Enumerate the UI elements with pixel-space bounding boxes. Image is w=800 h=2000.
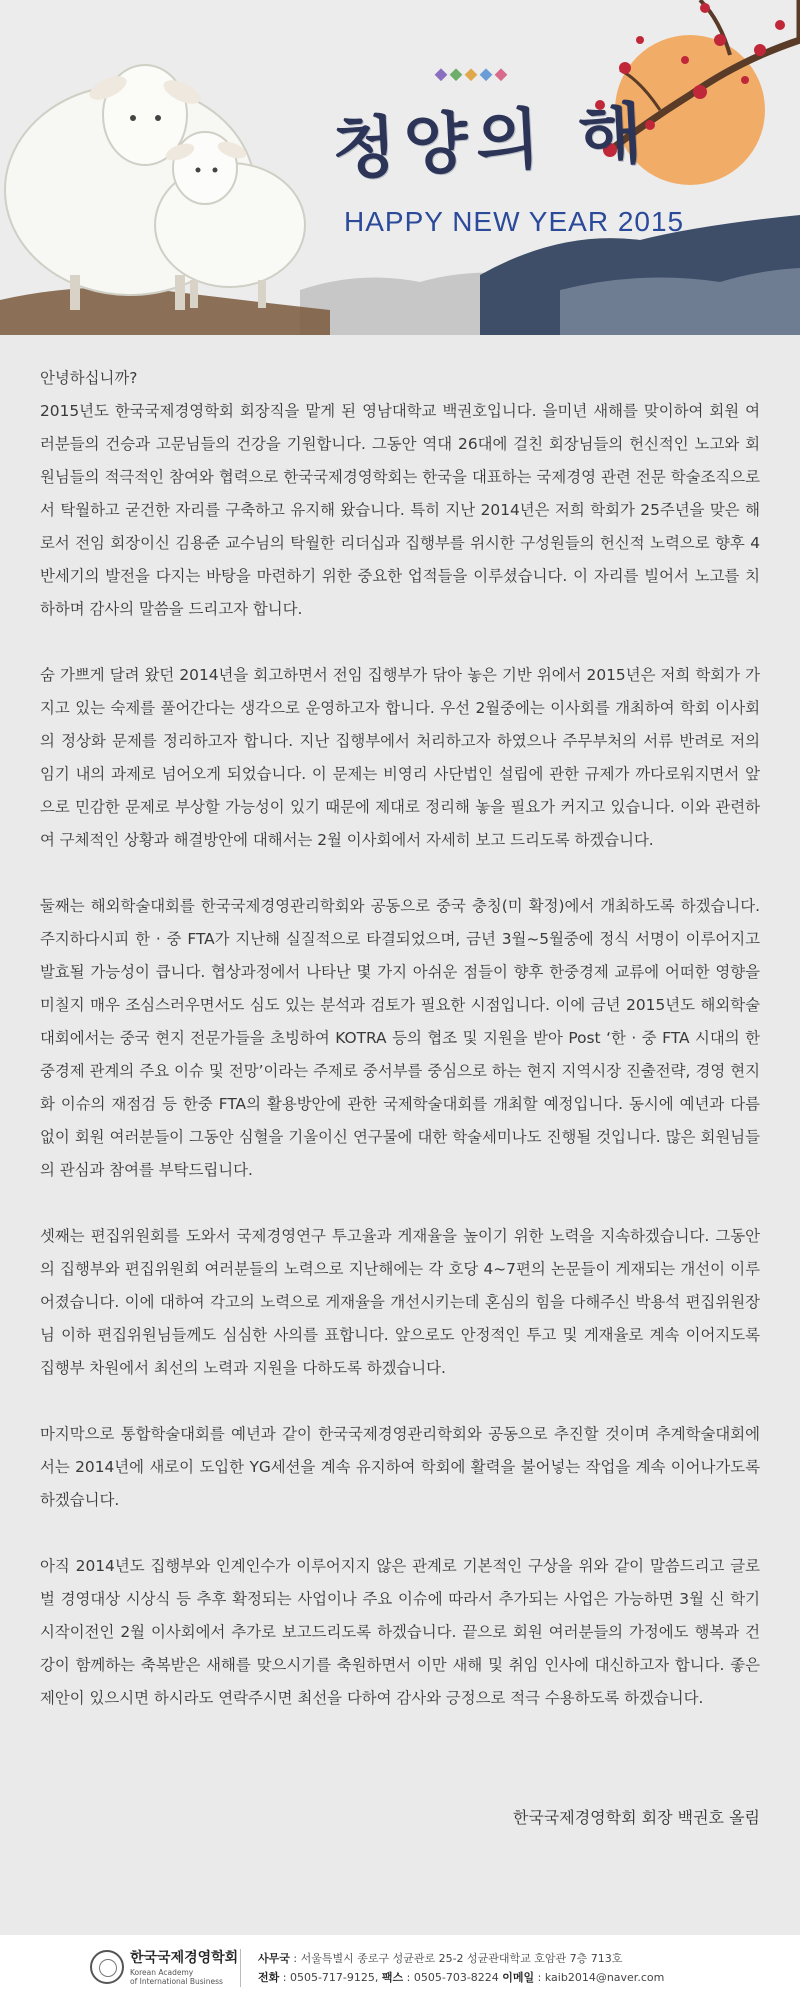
banner-subtitle: HAPPY NEW YEAR 2015 — [344, 206, 685, 237]
phone-label: 전화 — [258, 1971, 280, 1984]
contact-line — [258, 1968, 664, 1987]
banner — [0, 0, 800, 335]
contact-info — [258, 1949, 664, 1987]
letter-paragraph: 둘째는 해외학술대회를 한국국제경영관리학회와 공동으로 중국 충칭(미 확정)에서 개최하도록 하겠습니다. 주지하다시피 한 · 중 FTA가 지난해 실질적으로 타결되었으며, 금년 3월~5월중에 정식 서명이 이루어지고 발효될 가능성이 큽니다. 협상과정에서 나타난 몇 가지 아쉬운 점들이 향후 한중경제 교류에 어떠한 영향을 미칠지 매우 조심스러우면서도 심도 있는 분석과 검토가 필요한 시점입니다. 이에 금년 2015년도 해외학술대회에서는 중국 현지 전문가들을 초빙하여 KOTRA 등의 협조 및 지원을 받아 Post ‘한 · 중 FTA 시대의 한중경제 관계의 주요 이슈 및 전망’이라는 주제로 중서부를 중심으로 하는 현지 지역시장 진출전략, 경영 현지화 이슈의 재점검 등 한중 FTA의 활용방안에 관한 국제학술대회를 개최할 예정입니다. 동시에 예년과 다름없이 회원 여러분들이 그동안 심혈을 기울이신 연구물에 대한 학술세미나도 진행될 것입니다. 많은 회원님들의 관심과 참여를 부탁드립니다. — [40, 897, 760, 1179]
office-value: : 서울특별시 종로구 성균관로 25-2 성균관대학교 호암관 7층 713호 — [289, 1952, 623, 1965]
letter-body — [40, 362, 760, 1748]
letter-paragraph: 2015년도 한국국제경영학회 회장직을 맡게 된 영남대학교 백권호입니다. 을미년 새해를 맞이하여 회원 여러분들의 건승과 고문님들의 건강을 기원합니다. 그동안 역대 26대에 걸친 회장님들의 헌신적인 노고와 회원님들의 적극적인 참여와 협력으로 한국국제경영학회는 한국을 대표하는 국제경영 관련 전문 학술조직으로서 탁월하고 굳건한 자리를 구축하고 유지해 왔습니다. 특히 지난 2014년은 저희 학회가 25주년을 맞은 해로서 전임 회장이신 김용준 교수님의 탁월한 리더십과 집행부를 위시한 구성원들의 헌신적 노력으로 향후 4반세기의 발전을 다지는 바탕을 마련하기 위한 중요한 업적들을 이루셨습니다. 이 자리를 빌어서 노고를 치하하며 감사의 말씀을 드리고자 합니다. — [40, 402, 760, 618]
letter-paragraph: 아직 2014년도 집행부와 인계인수가 이루어지지 않은 관계로 기본적인 구상을 위와 같이 말씀드리고 글로벌 경영대상 시상식 등 추후 확정되는 사업이나 주요 이슈에 따라서 추가되는 사업은 가능하면 3월 신 학기 시작이전인 2월 이사회에서 추가로 보고드리도록 하겠습니다. 끝으로 회원 여러분들의 가정에도 행복과 건강이 함께하는 축복받은 새해를 맞으시기를 축원하면서 이만 새해 및 취임 인사에 대신하고자 합니다. 좋은 제안이 있으시면 하시라도 연락주시면 최선을 다하여 감사와 긍정으로 적극 수용하도록 하겠습니다. — [40, 1557, 760, 1707]
office-address — [258, 1949, 664, 1968]
org-name: 한국국제경영학회 — [130, 1950, 239, 1966]
email-value[interactable]: : kaib2014@naver.com — [534, 1971, 665, 1984]
org-name-english-line1: Korean Academy — [130, 1968, 194, 1977]
footer — [0, 1935, 800, 2000]
fax-label: 팩스 — [381, 1971, 404, 1984]
letter-paragraph: 셋째는 편집위원회를 도와서 국제경영연구 투고율과 게재율을 높이기 위한 노력을 지속하겠습니다. 그동안의 집행부와 편집위원회 여러분들의 노력으로 지난해에는 각 호당 4~7편의 논문들이 게재되는 개선이 이루어졌습니다. 이에 대하여 각고의 노력으로 게재율을 개선시키는데 혼심의 힘을 다해주신 박용석 편집위원장님 이하 편집위원님들께도 심심한 사의를 표합니다. 앞으로도 안정적인 투고 및 게재율로 계속 이어지도록 집행부 차원에서 최선의 노력과 지원을 다하도록 하겠습니다. — [40, 1227, 760, 1377]
org-logo-icon — [90, 1950, 124, 1984]
office-label: 사무국 — [258, 1952, 290, 1965]
org-name-english-line2: of International Business — [130, 1977, 223, 1986]
org-name-english — [130, 1968, 240, 1986]
footer-divider — [240, 1949, 241, 1987]
banner-title: 청양의 해 — [330, 93, 653, 189]
greeting: 안녕하십니까? — [40, 369, 138, 387]
letter-paragraph: 마지막으로 통합학술대회를 예년과 같이 한국국제경영관리학회와 공동으로 추진할 것이며 추계학술대회에서는 2014년에 새로이 도입한 YG세션을 계속 유지하여 학회에 활력을 불어넣는 작업을 계속 이어나가도록 하겠습니다. — [40, 1425, 760, 1509]
fax-value: : 0505-703-8224 — [403, 1971, 503, 1984]
phone-value: : 0505-717-9125, — [279, 1971, 382, 1984]
signature: 한국국제경영학회 회장 백권호 올림 — [512, 1808, 760, 1827]
email-label: 이메일 — [502, 1971, 535, 1984]
letter-paragraph: 숨 가쁘게 달려 왔던 2014년을 회고하면서 전임 집행부가 닦아 놓은 기반 위에서 2015년은 저희 학회가 가지고 있는 숙제를 풀어간다는 생각으로 운영하고자 합니다. 우선 2월중에는 이사회를 개최하여 학회 이사회의 정상화 문제를 정리하고자 합니다. 지난 집행부에서 처리하고자 하였으나 주무부처의 서류 반려로 저의 임기 내의 과제로 넘어오게 되었습니다. 이 문제는 비영리 사단법인 설립에 관한 규제가 까다로워지면서 앞으로 민감한 문제로 부상할 가능성이 있기 때문에 제대로 정리해 놓을 필요가 커지고 있습니다. 이와 관련하여 구체적인 상황과 해결방안에 대해서는 2월 이사회에서 자세히 보고 드리도록 하겠습니다. — [40, 666, 760, 849]
